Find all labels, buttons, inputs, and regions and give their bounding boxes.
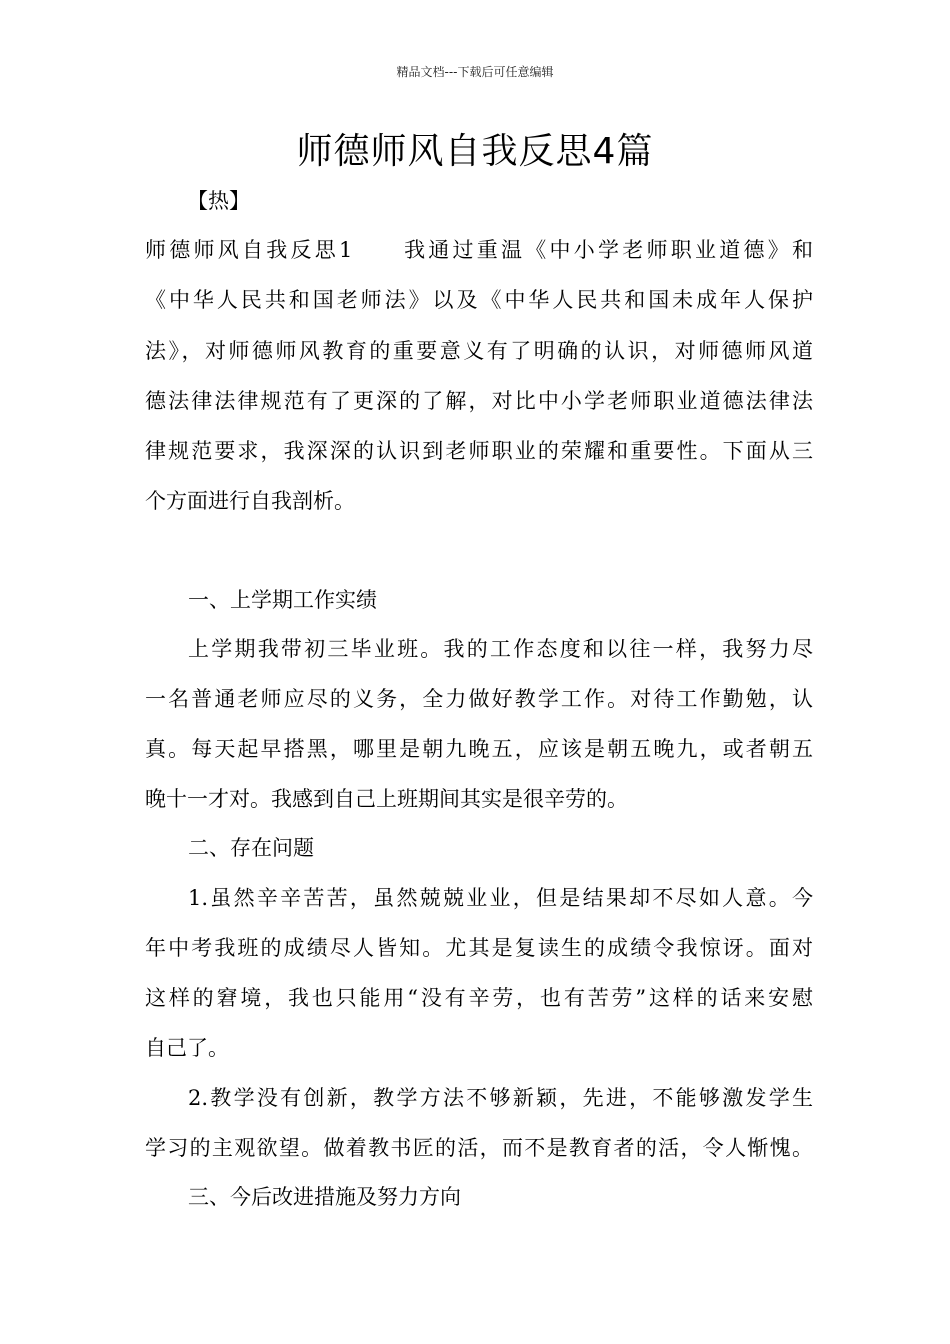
- list-item-line: 自己了。: [145, 1036, 229, 1060]
- paragraph-line: 真。每天起早搭黑，哪里是朝九晚五，应该是朝五晚九，或者朝五: [145, 737, 813, 761]
- section-heading-work-results: 一、上学期工作实绩: [188, 588, 377, 612]
- paragraph-line: 晚十一才对。我感到自己上班期间其实是很辛劳的。: [145, 787, 628, 811]
- hot-tag: 【热】: [187, 189, 250, 213]
- paragraph-line: 德法律法律规范有了更深的了解，对比中小学老师职业道德法律法: [145, 389, 813, 413]
- paragraph-line: 上学期我带初三毕业班。我的工作态度和以往一样，我努力尽: [188, 637, 813, 661]
- paragraph-line: 《中华人民共和国老师法》以及《中华人民共和国未成年人保护: [145, 288, 813, 312]
- list-item-line: 这样的窘境，我也只能用“没有辛劳，也有苦劳”这样的话来安慰: [145, 986, 813, 1010]
- paragraph-line: 个方面进行自我剖析。: [145, 489, 355, 513]
- paragraph-line: 一名普通老师应尽的义务，全力做好教学工作。对待工作勤勉，认: [145, 687, 813, 711]
- list-item-line: 学习的主观欲望。做着教书匠的活，而不是教育者的活，令人惭愧。: [145, 1136, 813, 1160]
- paragraph-line: 师德师风自我反思1 我通过重温《中小学老师职业道德》和: [145, 238, 813, 262]
- paragraph-line: 法》，对师德师风教育的重要意义有了明确的认识，对师德师风道: [145, 339, 813, 363]
- page-header: 精品文档---下载后可任意编辑: [396, 65, 554, 79]
- section-heading-problems: 二、存在问题: [188, 836, 314, 860]
- document-title: 师德师风自我反思4篇: [296, 131, 654, 172]
- list-item-line: 1.虽然辛辛苦苦，虽然兢兢业业，但是结果却不尽如人意。今: [188, 886, 813, 910]
- list-item-line: 2.教学没有创新，教学方法不够新颖，先进，不能够激发学生: [188, 1086, 813, 1110]
- paragraph-line: 律规范要求，我深深的认识到老师职业的荣耀和重要性。下面从三: [145, 439, 813, 463]
- section-heading-improvements: 三、今后改进措施及努力方向: [188, 1185, 461, 1209]
- list-item-line: 年中考我班的成绩尽人皆知。尤其是复读生的成绩令我惊讶。面对: [145, 936, 813, 960]
